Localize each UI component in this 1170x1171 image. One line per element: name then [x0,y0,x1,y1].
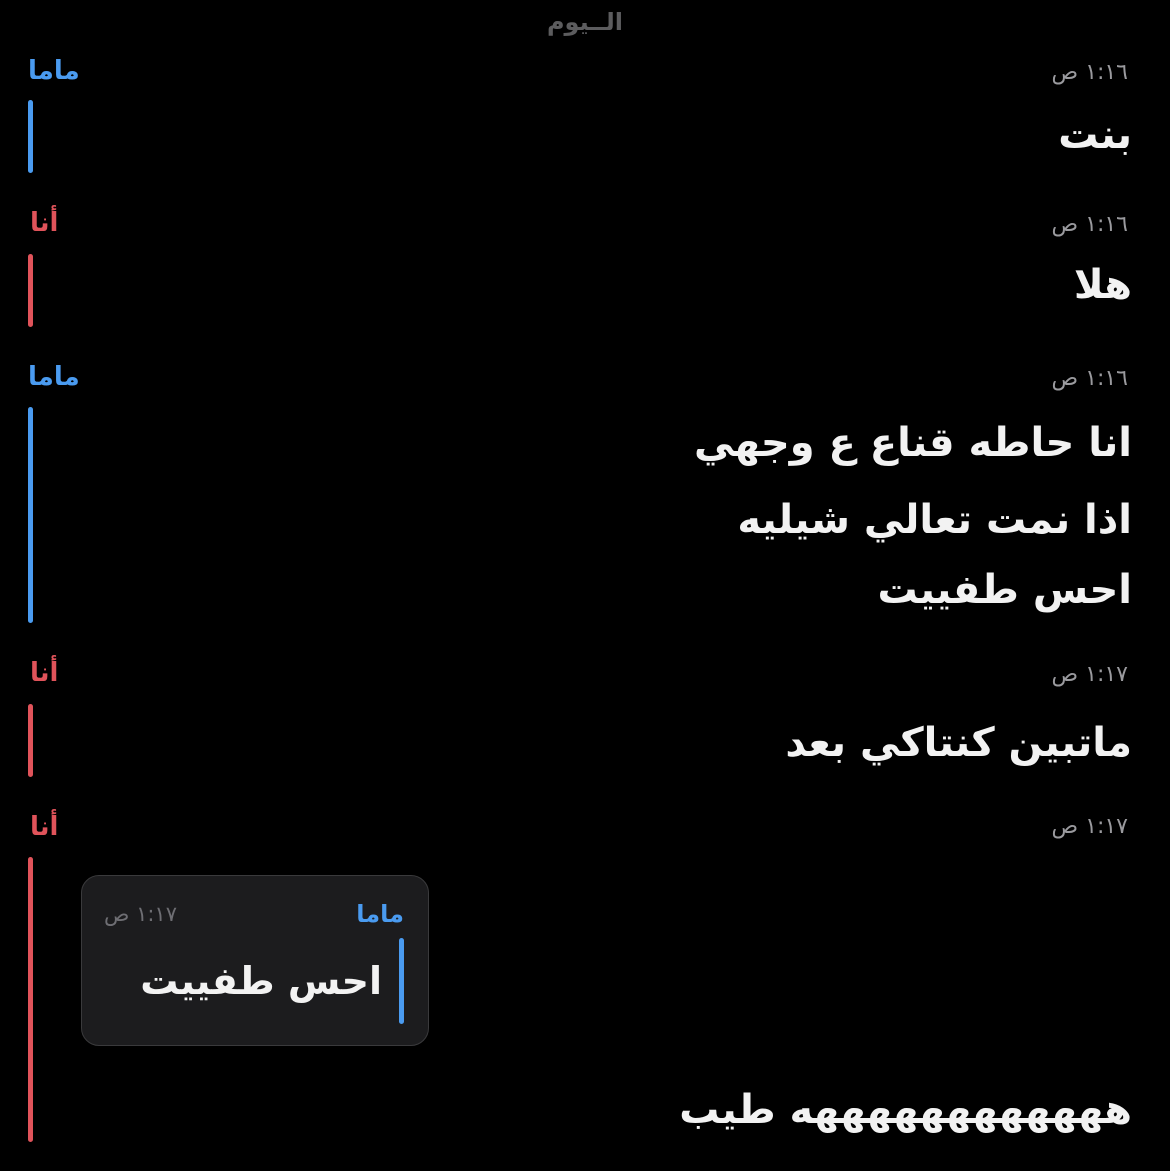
quoted-message-text: احس طفييت [140,959,382,1003]
message-bar [28,254,33,327]
message-text[interactable]: ماتبين كنتاكي بعد [785,720,1132,766]
message-text[interactable]: اذا نمت تعالي شيليه [737,497,1132,543]
message-timestamp: ١:١٦ ص [1051,212,1128,237]
message-timestamp: ١:١٧ ص [1051,814,1128,839]
sender-label: أنا [30,812,59,842]
message-timestamp: ١:١٦ ص [1051,366,1128,391]
message-text[interactable]: ههههههههههههه طيب [679,1087,1132,1133]
sender-label: ماما [28,362,80,392]
sender-label: أنا [30,658,59,688]
message-text[interactable]: انا حاطه قناع ع وجهي [694,420,1132,466]
quoted-message-card[interactable] [81,875,429,1046]
message-bar [28,407,33,623]
message-timestamp: ١:١٦ ص [1051,60,1128,85]
message-bar [28,704,33,777]
message-bar [28,100,33,173]
quoted-sender-label: ماما [356,900,404,928]
sender-label: ماما [28,56,80,86]
message-text[interactable]: احس طفييت [877,567,1132,613]
message-timestamp: ١:١٧ ص [1051,662,1128,687]
message-bar [28,857,33,1142]
quoted-timestamp: ١:١٧ ص [104,902,177,926]
sender-label: أنا [30,208,59,238]
message-text[interactable]: هلا [1073,262,1132,308]
message-text[interactable]: بنت [1058,112,1132,158]
day-header: الــيوم [546,8,624,36]
quoted-message-bar [399,938,404,1024]
